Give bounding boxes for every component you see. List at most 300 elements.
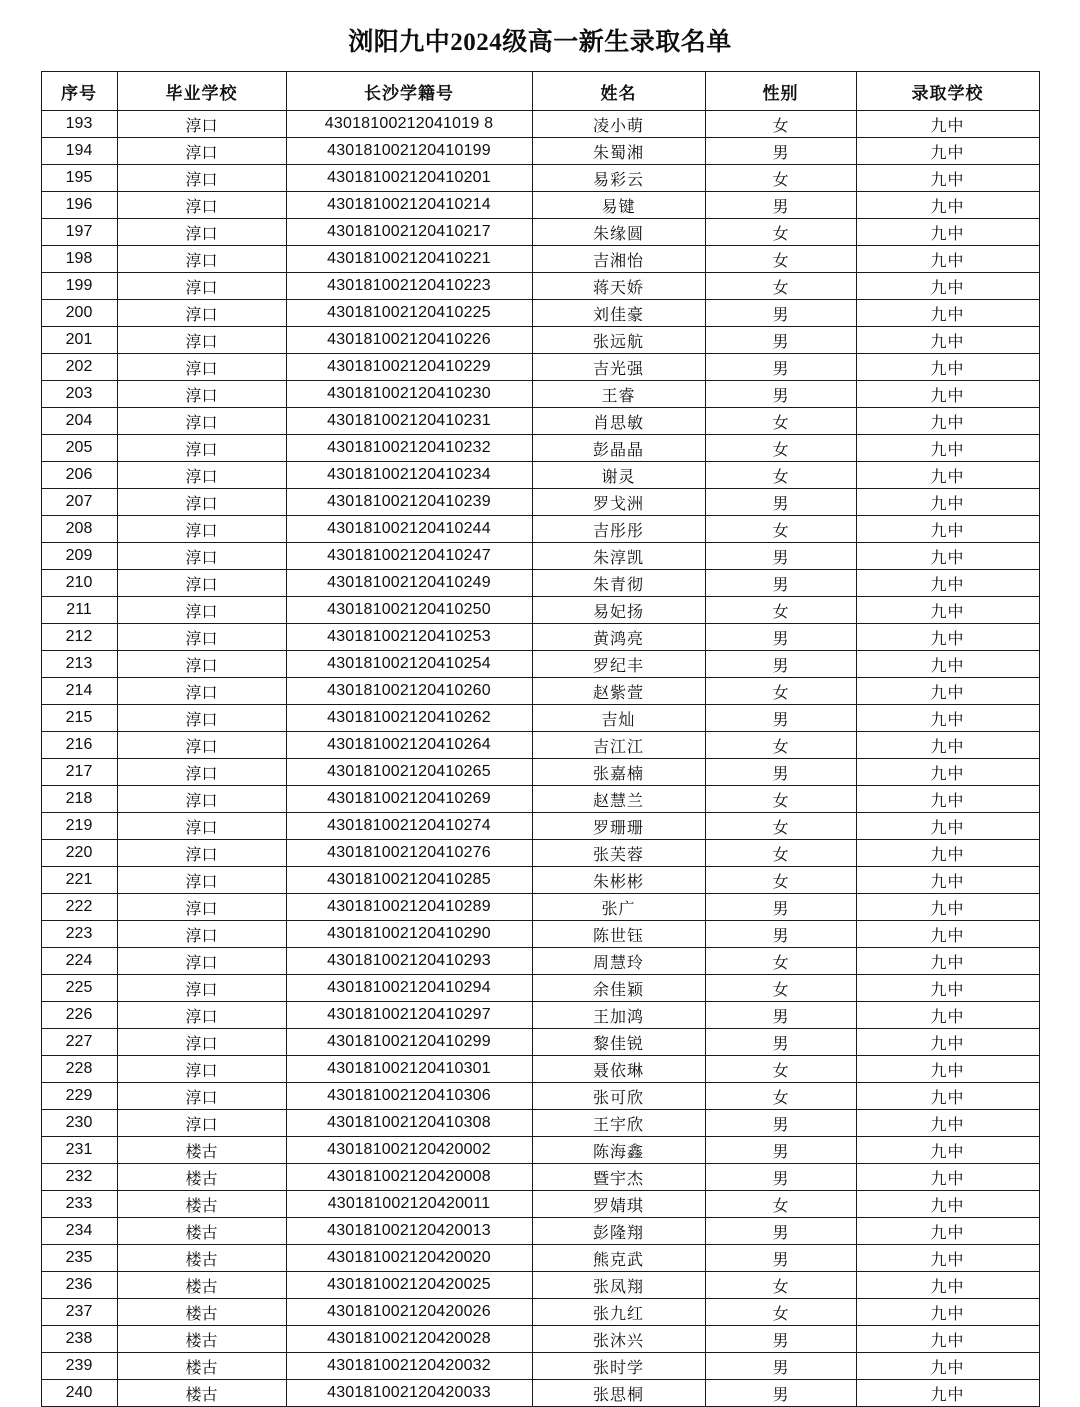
cell-index: 237 xyxy=(41,1299,117,1326)
table-row xyxy=(41,543,1039,570)
cell-index: 218 xyxy=(41,786,117,813)
cell-gender: 男 xyxy=(705,705,856,732)
cell-index: 240 xyxy=(41,1380,117,1407)
cell-index: 203 xyxy=(41,381,117,408)
cell-admitted: 九中 xyxy=(856,786,1039,813)
cell-student-id: 430181002120410230 xyxy=(286,381,532,408)
cell-index: 206 xyxy=(41,462,117,489)
cell-index: 235 xyxy=(41,1245,117,1272)
table-row xyxy=(41,1272,1039,1299)
table-row xyxy=(41,1353,1039,1380)
cell-name: 朱彬彬 xyxy=(532,867,705,894)
cell-index: 236 xyxy=(41,1272,117,1299)
cell-name: 凌小萌 xyxy=(532,111,705,138)
cell-name: 罗戈洲 xyxy=(532,489,705,516)
table-row xyxy=(41,1137,1039,1164)
cell-index: 224 xyxy=(41,948,117,975)
cell-gender: 男 xyxy=(705,1218,856,1245)
table-row xyxy=(41,1380,1039,1407)
cell-name: 张凤翔 xyxy=(532,1272,705,1299)
cell-name: 肖思敏 xyxy=(532,408,705,435)
cell-name: 王宇欣 xyxy=(532,1110,705,1137)
cell-school: 淳口 xyxy=(117,705,286,732)
cell-student-id: 430181002120410221 xyxy=(286,246,532,273)
cell-name: 朱淳凯 xyxy=(532,543,705,570)
cell-index: 209 xyxy=(41,543,117,570)
cell-name: 张可欣 xyxy=(532,1083,705,1110)
cell-student-id: 430181002120420025 xyxy=(286,1272,532,1299)
cell-admitted: 九中 xyxy=(856,1110,1039,1137)
cell-name: 朱蜀湘 xyxy=(532,138,705,165)
cell-name: 吉光强 xyxy=(532,354,705,381)
cell-name: 聂依琳 xyxy=(532,1056,705,1083)
cell-gender: 男 xyxy=(705,921,856,948)
cell-student-id: 430181002120420028 xyxy=(286,1326,532,1353)
cell-gender: 女 xyxy=(705,948,856,975)
cell-school: 淳口 xyxy=(117,921,286,948)
cell-student-id: 430181002120410254 xyxy=(286,651,532,678)
cell-student-id: 430181002120420026 xyxy=(286,1299,532,1326)
cell-gender: 女 xyxy=(705,165,856,192)
cell-admitted: 九中 xyxy=(856,1137,1039,1164)
table-row xyxy=(41,921,1039,948)
cell-index: 202 xyxy=(41,354,117,381)
cell-school: 淳口 xyxy=(117,246,286,273)
cell-school: 楼古 xyxy=(117,1272,286,1299)
table-row xyxy=(41,705,1039,732)
cell-index: 229 xyxy=(41,1083,117,1110)
cell-student-id: 430181002120410269 xyxy=(286,786,532,813)
cell-name: 吉湘怡 xyxy=(532,246,705,273)
cell-admitted: 九中 xyxy=(856,1191,1039,1218)
cell-school: 淳口 xyxy=(117,651,286,678)
cell-admitted: 九中 xyxy=(856,435,1039,462)
cell-student-id: 430181002120410276 xyxy=(286,840,532,867)
cell-student-id: 430181002120420008 xyxy=(286,1164,532,1191)
cell-index: 230 xyxy=(41,1110,117,1137)
cell-name: 吉灿 xyxy=(532,705,705,732)
table-row xyxy=(41,219,1039,246)
cell-gender: 男 xyxy=(705,543,856,570)
cell-school: 淳口 xyxy=(117,732,286,759)
cell-gender: 女 xyxy=(705,111,856,138)
table-row xyxy=(41,165,1039,192)
cell-admitted: 九中 xyxy=(856,705,1039,732)
cell-school: 楼古 xyxy=(117,1191,286,1218)
cell-gender: 男 xyxy=(705,354,856,381)
cell-admitted: 九中 xyxy=(856,300,1039,327)
cell-gender: 女 xyxy=(705,219,856,246)
cell-gender: 男 xyxy=(705,381,856,408)
cell-admitted: 九中 xyxy=(856,1245,1039,1272)
cell-name: 张时学 xyxy=(532,1353,705,1380)
cell-admitted: 九中 xyxy=(856,759,1039,786)
cell-admitted: 九中 xyxy=(856,570,1039,597)
cell-student-id: 430181002120410199 xyxy=(286,138,532,165)
cell-school: 楼古 xyxy=(117,1164,286,1191)
cell-gender: 女 xyxy=(705,597,856,624)
table-row xyxy=(41,786,1039,813)
cell-gender: 男 xyxy=(705,1380,856,1407)
cell-school: 楼古 xyxy=(117,1137,286,1164)
cell-admitted: 九中 xyxy=(856,867,1039,894)
cell-school: 淳口 xyxy=(117,786,286,813)
cell-gender: 女 xyxy=(705,786,856,813)
cell-admitted: 九中 xyxy=(856,1353,1039,1380)
cell-admitted: 九中 xyxy=(856,732,1039,759)
cell-name: 刘佳豪 xyxy=(532,300,705,327)
table-row xyxy=(41,840,1039,867)
cell-school: 淳口 xyxy=(117,840,286,867)
cell-student-id: 430181002120420033 xyxy=(286,1380,532,1407)
cell-student-id: 430181002120410234 xyxy=(286,462,532,489)
cell-name: 吉彤彤 xyxy=(532,516,705,543)
table-row xyxy=(41,354,1039,381)
cell-admitted: 九中 xyxy=(856,489,1039,516)
table-row xyxy=(41,1299,1039,1326)
cell-index: 208 xyxy=(41,516,117,543)
table-row xyxy=(41,138,1039,165)
cell-student-id: 430181002120410232 xyxy=(286,435,532,462)
cell-name: 张思桐 xyxy=(532,1380,705,1407)
cell-student-id: 430181002120410274 xyxy=(286,813,532,840)
cell-gender: 女 xyxy=(705,813,856,840)
cell-school: 淳口 xyxy=(117,111,286,138)
cell-name: 余佳颖 xyxy=(532,975,705,1002)
cell-admitted: 九中 xyxy=(856,219,1039,246)
cell-gender: 女 xyxy=(705,516,856,543)
cell-name: 彭晶晶 xyxy=(532,435,705,462)
cell-name: 王睿 xyxy=(532,381,705,408)
cell-index: 214 xyxy=(41,678,117,705)
cell-gender: 女 xyxy=(705,435,856,462)
cell-school: 楼古 xyxy=(117,1245,286,1272)
cell-student-id: 430181002120420013 xyxy=(286,1218,532,1245)
table-row xyxy=(41,948,1039,975)
cell-student-id: 430181002120410244 xyxy=(286,516,532,543)
cell-school: 淳口 xyxy=(117,381,286,408)
cell-gender: 男 xyxy=(705,300,856,327)
cell-admitted: 九中 xyxy=(856,678,1039,705)
cell-school: 淳口 xyxy=(117,192,286,219)
cell-school: 淳口 xyxy=(117,894,286,921)
column-header-admitted: 录取学校 xyxy=(856,72,1039,111)
cell-school: 楼古 xyxy=(117,1299,286,1326)
cell-school: 淳口 xyxy=(117,300,286,327)
cell-name: 赵慧兰 xyxy=(532,786,705,813)
cell-name: 朱青彻 xyxy=(532,570,705,597)
cell-school: 淳口 xyxy=(117,462,286,489)
cell-name: 周慧玲 xyxy=(532,948,705,975)
cell-student-id: 430181002120410229 xyxy=(286,354,532,381)
cell-student-id: 430181002120410225 xyxy=(286,300,532,327)
cell-gender: 男 xyxy=(705,1002,856,1029)
table-row xyxy=(41,1191,1039,1218)
cell-gender: 男 xyxy=(705,1029,856,1056)
cell-name: 张嘉楠 xyxy=(532,759,705,786)
cell-name: 蒋天娇 xyxy=(532,273,705,300)
table-row xyxy=(41,327,1039,354)
cell-student-id: 430181002120410249 xyxy=(286,570,532,597)
table-row xyxy=(41,1326,1039,1353)
cell-admitted: 九中 xyxy=(856,1029,1039,1056)
cell-gender: 男 xyxy=(705,759,856,786)
table-row xyxy=(41,1029,1039,1056)
cell-index: 221 xyxy=(41,867,117,894)
cell-name: 张远航 xyxy=(532,327,705,354)
cell-gender: 男 xyxy=(705,1245,856,1272)
cell-student-id: 430181002120410250 xyxy=(286,597,532,624)
cell-gender: 女 xyxy=(705,678,856,705)
cell-gender: 男 xyxy=(705,570,856,597)
cell-index: 219 xyxy=(41,813,117,840)
table-row xyxy=(41,462,1039,489)
cell-admitted: 九中 xyxy=(856,1218,1039,1245)
cell-student-id: 430181002120410262 xyxy=(286,705,532,732)
table-header-row xyxy=(41,72,1039,111)
cell-gender: 男 xyxy=(705,1164,856,1191)
cell-school: 淳口 xyxy=(117,435,286,462)
table-row xyxy=(41,894,1039,921)
cell-student-id: 430181002120410260 xyxy=(286,678,532,705)
cell-name: 彭隆翔 xyxy=(532,1218,705,1245)
cell-school: 淳口 xyxy=(117,1110,286,1137)
table-row xyxy=(41,732,1039,759)
cell-gender: 男 xyxy=(705,1353,856,1380)
cell-gender: 女 xyxy=(705,975,856,1002)
cell-admitted: 九中 xyxy=(856,192,1039,219)
cell-school: 淳口 xyxy=(117,1056,286,1083)
table-row xyxy=(41,246,1039,273)
cell-school: 淳口 xyxy=(117,138,286,165)
cell-student-id: 430181002120410289 xyxy=(286,894,532,921)
cell-gender: 男 xyxy=(705,624,856,651)
cell-school: 淳口 xyxy=(117,327,286,354)
cell-gender: 女 xyxy=(705,732,856,759)
cell-name: 赵紫萱 xyxy=(532,678,705,705)
cell-gender: 女 xyxy=(705,1272,856,1299)
cell-student-id: 430181002120410247 xyxy=(286,543,532,570)
cell-admitted: 九中 xyxy=(856,975,1039,1002)
admission-roster-table xyxy=(41,71,1040,1407)
cell-admitted: 九中 xyxy=(856,111,1039,138)
cell-index: 228 xyxy=(41,1056,117,1083)
cell-gender: 男 xyxy=(705,1137,856,1164)
cell-name: 王加鸿 xyxy=(532,1002,705,1029)
cell-student-id: 430181002120410217 xyxy=(286,219,532,246)
cell-student-id: 430181002120410264 xyxy=(286,732,532,759)
cell-student-id: 430181002120420002 xyxy=(286,1137,532,1164)
cell-student-id: 430181002120410293 xyxy=(286,948,532,975)
cell-admitted: 九中 xyxy=(856,813,1039,840)
cell-student-id: 430181002120420032 xyxy=(286,1353,532,1380)
cell-school: 淳口 xyxy=(117,543,286,570)
cell-admitted: 九中 xyxy=(856,327,1039,354)
cell-name: 黄鸿亮 xyxy=(532,624,705,651)
cell-index: 198 xyxy=(41,246,117,273)
table-row xyxy=(41,759,1039,786)
cell-student-id: 430181002120410201 xyxy=(286,165,532,192)
cell-admitted: 九中 xyxy=(856,1164,1039,1191)
cell-admitted: 九中 xyxy=(856,516,1039,543)
cell-index: 196 xyxy=(41,192,117,219)
table-row xyxy=(41,651,1039,678)
table-row xyxy=(41,678,1039,705)
cell-school: 淳口 xyxy=(117,408,286,435)
cell-index: 213 xyxy=(41,651,117,678)
cell-student-id: 430181002120420020 xyxy=(286,1245,532,1272)
cell-school: 淳口 xyxy=(117,273,286,300)
cell-student-id: 430181002120410231 xyxy=(286,408,532,435)
table-row xyxy=(41,516,1039,543)
cell-index: 215 xyxy=(41,705,117,732)
cell-admitted: 九中 xyxy=(856,381,1039,408)
cell-gender: 女 xyxy=(705,867,856,894)
cell-admitted: 九中 xyxy=(856,651,1039,678)
cell-school: 淳口 xyxy=(117,759,286,786)
cell-index: 220 xyxy=(41,840,117,867)
cell-school: 淳口 xyxy=(117,813,286,840)
cell-index: 233 xyxy=(41,1191,117,1218)
cell-index: 225 xyxy=(41,975,117,1002)
cell-student-id: 430181002120410290 xyxy=(286,921,532,948)
cell-gender: 男 xyxy=(705,651,856,678)
cell-school: 淳口 xyxy=(117,597,286,624)
cell-school: 楼古 xyxy=(117,1326,286,1353)
cell-student-id: 430181002120410285 xyxy=(286,867,532,894)
cell-school: 淳口 xyxy=(117,948,286,975)
cell-index: 234 xyxy=(41,1218,117,1245)
cell-admitted: 九中 xyxy=(856,1083,1039,1110)
cell-school: 楼古 xyxy=(117,1353,286,1380)
cell-student-id: 430181002120410214 xyxy=(286,192,532,219)
cell-index: 222 xyxy=(41,894,117,921)
cell-school: 淳口 xyxy=(117,1002,286,1029)
table-row xyxy=(41,1245,1039,1272)
column-header-school: 毕业学校 xyxy=(117,72,286,111)
cell-admitted: 九中 xyxy=(856,1380,1039,1407)
cell-student-id: 430181002120410253 xyxy=(286,624,532,651)
table-row xyxy=(41,273,1039,300)
table-row xyxy=(41,1056,1039,1083)
column-header-student-id: 长沙学籍号 xyxy=(286,72,532,111)
cell-name: 罗纪丰 xyxy=(532,651,705,678)
cell-admitted: 九中 xyxy=(856,1056,1039,1083)
cell-school: 淳口 xyxy=(117,489,286,516)
cell-name: 易妃扬 xyxy=(532,597,705,624)
cell-index: 223 xyxy=(41,921,117,948)
cell-student-id: 430181002120410297 xyxy=(286,1002,532,1029)
cell-gender: 男 xyxy=(705,489,856,516)
cell-student-id: 430181002120410239 xyxy=(286,489,532,516)
cell-name: 谢灵 xyxy=(532,462,705,489)
cell-name: 张广 xyxy=(532,894,705,921)
cell-name: 易彩云 xyxy=(532,165,705,192)
table-row xyxy=(41,597,1039,624)
cell-gender: 男 xyxy=(705,1326,856,1353)
table-row xyxy=(41,1164,1039,1191)
cell-admitted: 九中 xyxy=(856,354,1039,381)
cell-index: 211 xyxy=(41,597,117,624)
table-row xyxy=(41,381,1039,408)
cell-name: 朱缘圆 xyxy=(532,219,705,246)
cell-index: 210 xyxy=(41,570,117,597)
cell-index: 201 xyxy=(41,327,117,354)
cell-name: 罗婧琪 xyxy=(532,1191,705,1218)
cell-index: 227 xyxy=(41,1029,117,1056)
cell-admitted: 九中 xyxy=(856,597,1039,624)
cell-admitted: 九中 xyxy=(856,462,1039,489)
table-row xyxy=(41,489,1039,516)
table-row xyxy=(41,408,1039,435)
cell-school: 淳口 xyxy=(117,165,286,192)
table-row xyxy=(41,570,1039,597)
cell-index: 232 xyxy=(41,1164,117,1191)
cell-student-id: 430181002120410226 xyxy=(286,327,532,354)
cell-admitted: 九中 xyxy=(856,948,1039,975)
cell-index: 217 xyxy=(41,759,117,786)
cell-name: 黎佳锐 xyxy=(532,1029,705,1056)
cell-gender: 男 xyxy=(705,192,856,219)
cell-student-id: 430181002120410299 xyxy=(286,1029,532,1056)
cell-name: 张九红 xyxy=(532,1299,705,1326)
cell-gender: 男 xyxy=(705,327,856,354)
cell-school: 淳口 xyxy=(117,867,286,894)
cell-name: 暨宇杰 xyxy=(532,1164,705,1191)
cell-school: 楼古 xyxy=(117,1380,286,1407)
cell-gender: 女 xyxy=(705,840,856,867)
table-row xyxy=(41,435,1039,462)
cell-student-id: 430181002120410308 xyxy=(286,1110,532,1137)
table-body xyxy=(41,111,1039,1407)
cell-gender: 女 xyxy=(705,462,856,489)
cell-gender: 男 xyxy=(705,1110,856,1137)
cell-school: 淳口 xyxy=(117,570,286,597)
cell-school: 淳口 xyxy=(117,219,286,246)
cell-index: 216 xyxy=(41,732,117,759)
cell-index: 226 xyxy=(41,1002,117,1029)
table-row xyxy=(41,975,1039,1002)
cell-gender: 女 xyxy=(705,1056,856,1083)
cell-name: 陈海鑫 xyxy=(532,1137,705,1164)
cell-admitted: 九中 xyxy=(856,624,1039,651)
cell-index: 205 xyxy=(41,435,117,462)
cell-student-id: 430181002120410265 xyxy=(286,759,532,786)
cell-gender: 女 xyxy=(705,408,856,435)
table-row xyxy=(41,111,1039,138)
cell-school: 淳口 xyxy=(117,1029,286,1056)
cell-name: 吉江江 xyxy=(532,732,705,759)
cell-admitted: 九中 xyxy=(856,138,1039,165)
cell-index: 194 xyxy=(41,138,117,165)
table-row xyxy=(41,300,1039,327)
cell-name: 张芙蓉 xyxy=(532,840,705,867)
cell-index: 239 xyxy=(41,1353,117,1380)
table-row xyxy=(41,813,1039,840)
cell-gender: 男 xyxy=(705,894,856,921)
cell-gender: 女 xyxy=(705,246,856,273)
cell-gender: 女 xyxy=(705,1299,856,1326)
table-row xyxy=(41,1110,1039,1137)
cell-index: 199 xyxy=(41,273,117,300)
cell-admitted: 九中 xyxy=(856,543,1039,570)
cell-student-id: 430181002120410301 xyxy=(286,1056,532,1083)
cell-admitted: 九中 xyxy=(856,246,1039,273)
table-row xyxy=(41,192,1039,219)
cell-name: 陈世钰 xyxy=(532,921,705,948)
cell-index: 195 xyxy=(41,165,117,192)
cell-admitted: 九中 xyxy=(856,1272,1039,1299)
